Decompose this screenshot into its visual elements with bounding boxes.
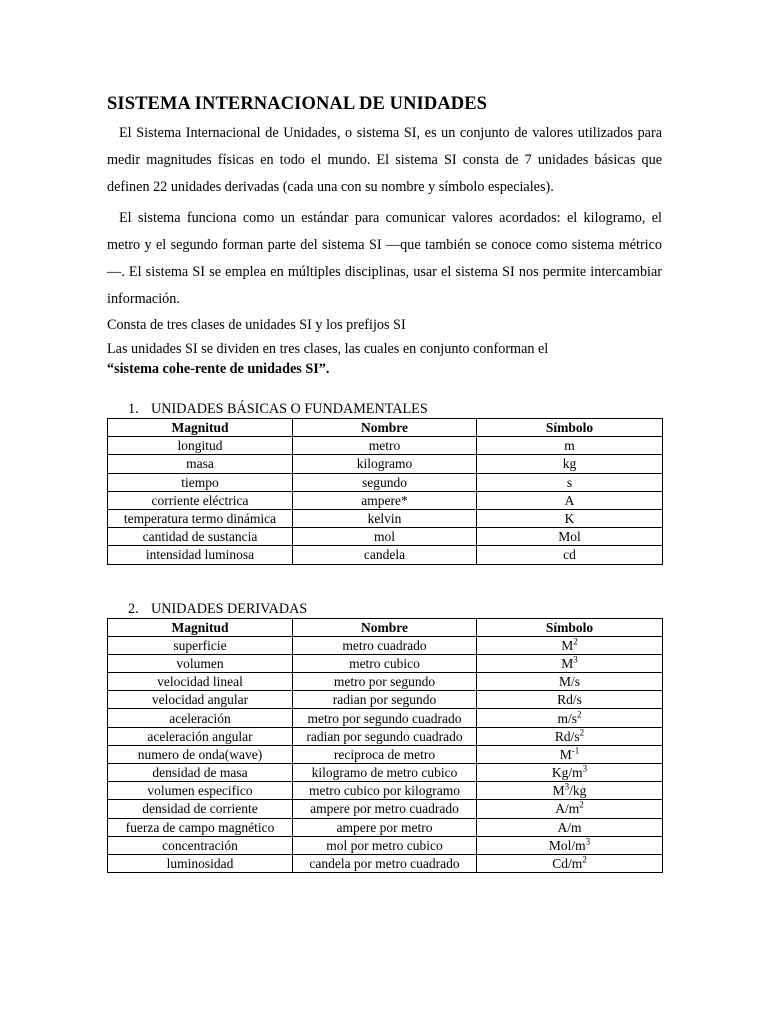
cell-nombre: kilogramo [293, 455, 477, 473]
symbol-exponent: 3 [582, 763, 588, 774]
cell-magnitud: corriente eléctrica [108, 491, 293, 509]
table-row [108, 709, 663, 727]
cell-simbolo [477, 854, 663, 872]
symbol-base: M/s [558, 674, 580, 690]
cell-simbolo: s [477, 473, 663, 491]
cell-simbolo: K [477, 509, 663, 527]
symbol-base: Mol/m [548, 837, 586, 853]
cell-simbolo [477, 818, 663, 836]
cell-nombre: metro por segundo [293, 673, 477, 691]
symbol-exponent: 3 [564, 781, 570, 792]
symbol-exponent: 2 [582, 854, 587, 865]
table-row [108, 800, 663, 818]
document-title: SISTEMA INTERNACIONAL DE UNIDADES [107, 94, 488, 114]
cell-nombre: ampere por metro [293, 818, 477, 836]
symbol-exponent: 2 [577, 709, 582, 720]
table-row [108, 727, 663, 745]
cell-simbolo: A [477, 491, 663, 509]
symbol-suffix: /kg [569, 783, 587, 799]
cell-magnitud: cantidad de sustancia [108, 528, 293, 546]
symbol-exponent: 3 [585, 836, 591, 847]
symbol-exponent: 2 [573, 636, 578, 647]
table-header-row [108, 419, 663, 437]
symbol-exponent: 2 [579, 727, 585, 738]
cell-magnitud: superficie [108, 636, 293, 654]
cell-magnitud: longitud [108, 437, 293, 455]
cell-magnitud: aceleración [108, 709, 293, 727]
cell-nombre: metro cubico por kilogramo [293, 782, 477, 800]
table-row [108, 455, 663, 473]
cell-nombre: metro [293, 437, 477, 455]
cell-magnitud: tiempo [108, 473, 293, 491]
cell-simbolo [477, 727, 663, 745]
table-row [108, 509, 663, 527]
header-magnitud: Magnitud [108, 618, 293, 636]
cell-simbolo [477, 691, 663, 709]
paragraph-classes: Consta de tres clases de unidades SI y los prefijos SI [107, 317, 406, 333]
cell-simbolo [477, 745, 663, 763]
cell-nombre: candela [293, 546, 477, 564]
cell-magnitud: volumen [108, 654, 293, 672]
symbol-base: Cd/m [552, 856, 583, 872]
table-row [108, 528, 663, 546]
table-row [108, 654, 663, 672]
table-row [108, 818, 663, 836]
cell-magnitud: velocidad lineal [108, 673, 293, 691]
table-row [108, 636, 663, 654]
table-row [108, 782, 663, 800]
cell-magnitud: masa [108, 455, 293, 473]
cell-simbolo: kg [477, 455, 663, 473]
symbol-base: M [561, 637, 574, 653]
header-simbolo: Símbolo [477, 419, 663, 437]
cell-magnitud: temperatura termo dinámica [108, 509, 293, 527]
symbol-exponent: 3 [573, 654, 578, 665]
document-page [107, 92, 662, 873]
section-title: UNIDADES DERIVADAS [151, 600, 308, 617]
cell-magnitud: volumen especifico [108, 782, 293, 800]
cell-nombre: kelvin [293, 509, 477, 527]
section-number: 1. [128, 401, 139, 417]
table-row [108, 491, 663, 509]
symbol-base: M [561, 655, 574, 671]
symbol-base: m/s [557, 710, 577, 726]
section-number: 2. [128, 600, 139, 617]
table-row [108, 546, 663, 564]
cell-nombre: mol [293, 528, 477, 546]
symbol-base: Rd/s [554, 728, 580, 744]
cell-magnitud: aceleración angular [108, 727, 293, 745]
cell-simbolo [477, 836, 663, 854]
cell-nombre: ampere por metro cuadrado [293, 800, 477, 818]
cell-simbolo [477, 654, 663, 672]
table-row [108, 836, 663, 854]
section-derived-units-heading [128, 600, 662, 618]
paragraph-standard: El sistema funciona como un estándar para comunicar valores acordados: el kilogramo, el metro y el segundo forman parte del sistema SI —que también se conoce como sistema métrico—. El sistema SI se emplea en múltiples disciplinas, usar el sistema SI nos permite intercambiar información. [107, 210, 662, 307]
paragraph-intro: El Sistema Internacional de Unidades, o sistema SI, es un conjunto de valores utilizados para medir magnitudes físicas en todo el mundo. El sistema SI consta de 7 unidades básicas que definen 22 unidades derivadas (cada una con su nombre y símbolo especiales). [107, 125, 662, 195]
cell-nombre: reciproca de metro [293, 745, 477, 763]
cell-simbolo [477, 764, 663, 782]
table-header-row [108, 618, 663, 636]
cell-magnitud: luminosidad [108, 854, 293, 872]
derived-units-table [107, 618, 663, 874]
cell-nombre: mol por metro cubico [293, 836, 477, 854]
cell-simbolo [477, 636, 663, 654]
cell-simbolo [477, 800, 663, 818]
header-magnitud: Magnitud [108, 419, 293, 437]
cell-nombre: kilogramo de metro cubico [293, 764, 477, 782]
symbol-base: Rd/s [557, 692, 582, 708]
symbol-base: A/m [555, 801, 580, 817]
cell-magnitud: numero de onda(wave) [108, 745, 293, 763]
header-simbolo: Símbolo [477, 618, 663, 636]
cell-simbolo: cd [477, 546, 663, 564]
cell-magnitud: intensidad luminosa [108, 546, 293, 564]
cell-simbolo [477, 673, 663, 691]
table-row [108, 691, 663, 709]
cell-nombre: metro por segundo cuadrado [293, 709, 477, 727]
cell-nombre: metro cubico [293, 654, 477, 672]
cell-magnitud: densidad de corriente [108, 800, 293, 818]
cell-magnitud: densidad de masa [108, 764, 293, 782]
cell-magnitud: velocidad angular [108, 691, 293, 709]
symbol-base: M [559, 746, 572, 762]
cell-nombre: radian por segundo cuadrado [293, 727, 477, 745]
cell-nombre: segundo [293, 473, 477, 491]
table-row [108, 745, 663, 763]
table-row [108, 673, 663, 691]
paragraph-coherent-system: “sistema cohe-rente de unidades SI”. [107, 361, 330, 377]
cell-simbolo [477, 709, 663, 727]
table-row [108, 473, 663, 491]
cell-nombre: metro cuadrado [293, 636, 477, 654]
table-row [108, 764, 663, 782]
section-basic-units-heading [128, 400, 662, 418]
cell-magnitud: concentración [108, 836, 293, 854]
table-row [108, 854, 663, 872]
symbol-exponent: 2 [579, 799, 584, 810]
header-nombre: Nombre [293, 618, 477, 636]
cell-nombre: ampere* [293, 491, 477, 509]
header-nombre: Nombre [293, 419, 477, 437]
cell-nombre: candela por metro cuadrado [293, 854, 477, 872]
cell-nombre: radian por segundo [293, 691, 477, 709]
basic-units-table [107, 418, 663, 565]
symbol-exponent: -1 [571, 745, 580, 756]
symbol-base: A/m [557, 819, 582, 835]
cell-simbolo [477, 782, 663, 800]
symbol-base: M [552, 783, 565, 799]
cell-magnitud: fuerza de campo magnético [108, 818, 293, 836]
symbol-base: Kg/m [551, 765, 583, 781]
table-row [108, 437, 663, 455]
section-title: UNIDADES BÁSICAS O FUNDAMENTALES [151, 401, 428, 417]
cell-simbolo: m [477, 437, 663, 455]
cell-simbolo: Mol [477, 528, 663, 546]
paragraph-division: Las unidades SI se dividen en tres clases, las cuales en conjunto conforman el [107, 341, 549, 357]
